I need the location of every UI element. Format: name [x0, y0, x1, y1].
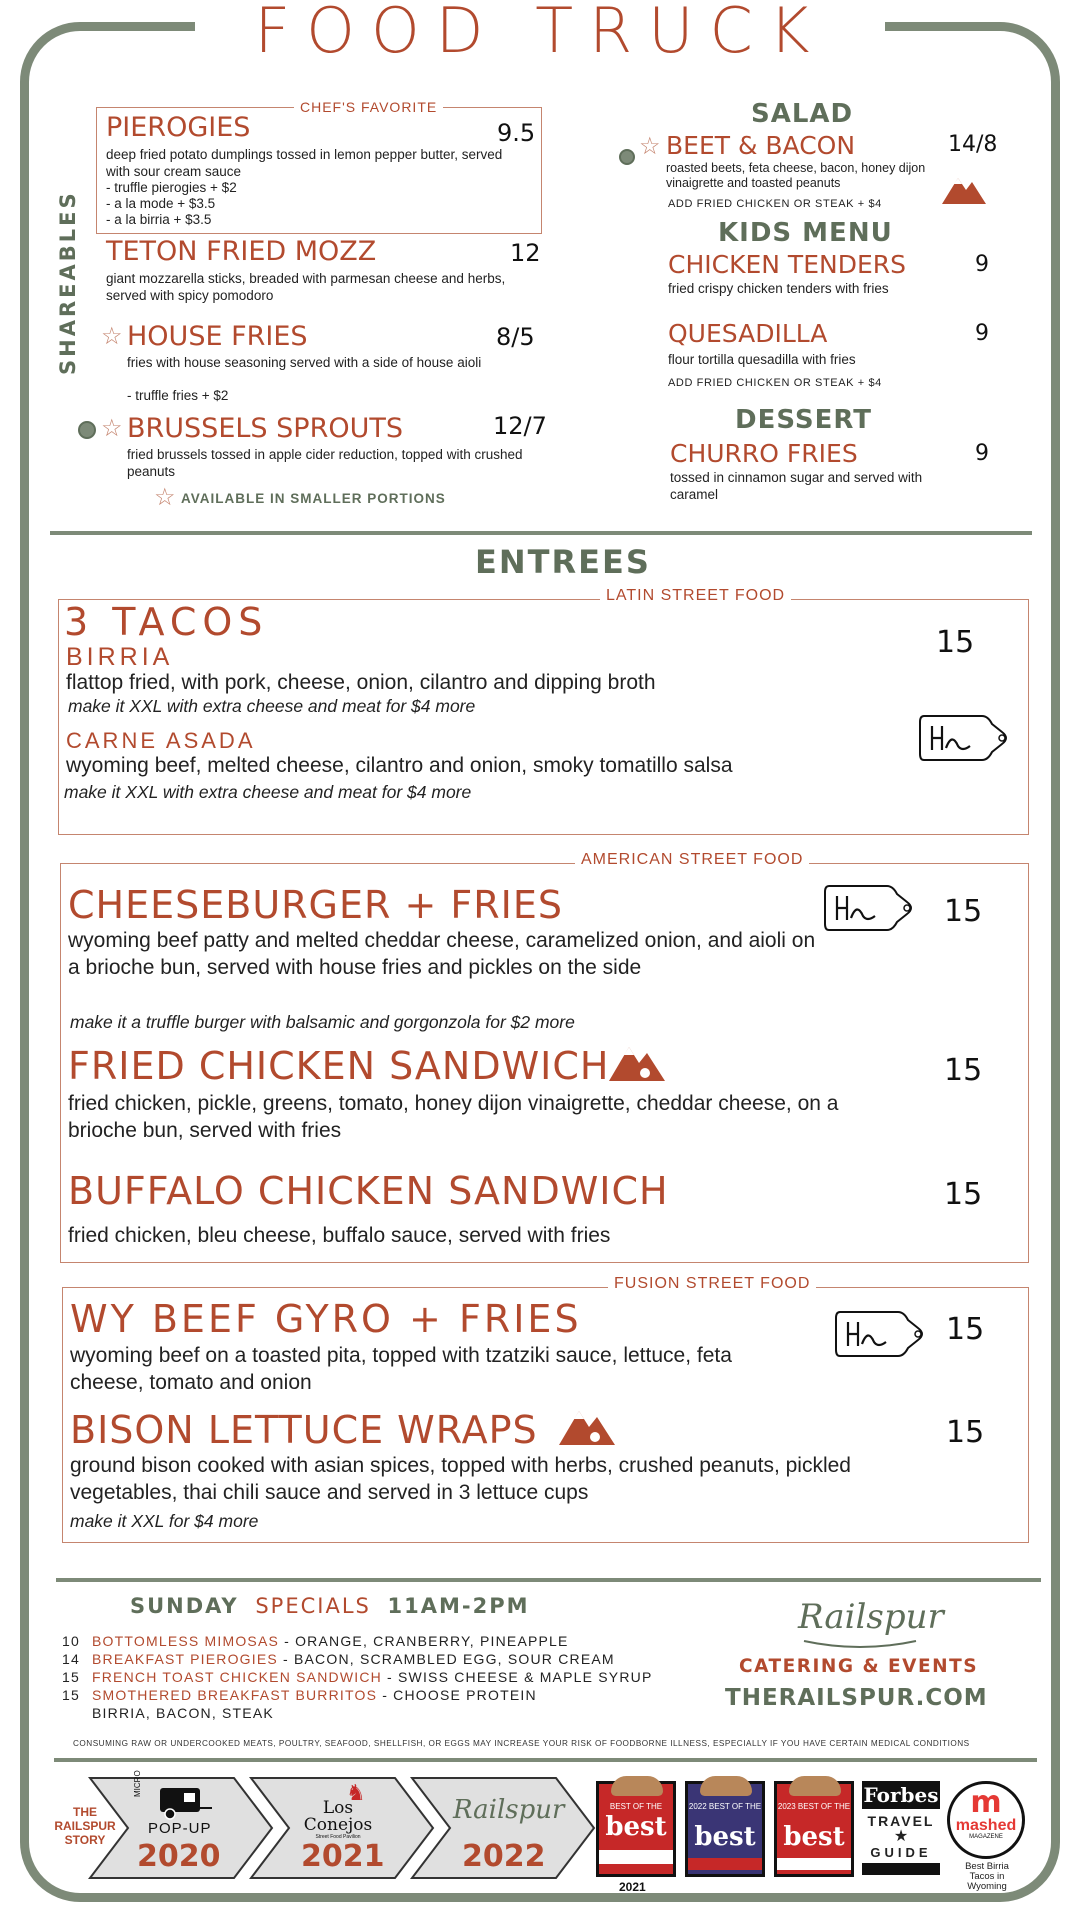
year-2021: 2021: [301, 1839, 385, 1874]
dessert-heading: DESSERT: [735, 405, 872, 435]
smaller-portions-note: AVAILABLE IN SMALLER PORTIONS: [181, 491, 446, 506]
beet-bacon-desc: roasted beets, feta cheese, bacon, honey dijon vinaigrette and toasted peanuts: [666, 161, 926, 190]
chefs-favorite-label: CHEF'S FAVORITE: [294, 99, 443, 115]
special-price: 10: [62, 1633, 80, 1649]
cowboy-hat-icon: [611, 1776, 663, 1796]
forbes-guide: GUIDE: [870, 1845, 932, 1860]
cheeseburger-desc: wyoming beef patty and melted cheddar cheese, caramelized onion, and aioli on a brioche bun, served with house fries and pickles on the side: [68, 929, 816, 979]
year-2022: 2022: [462, 1839, 546, 1874]
cowboy-hat-icon: [700, 1776, 752, 1796]
fried-chicken-price: 15: [944, 1053, 983, 1088]
churro-price: 9: [975, 441, 989, 466]
mashed-sub: MAGAZENE: [969, 1834, 1003, 1840]
american-label: AMERICAN STREET FOOD: [575, 851, 809, 869]
bison-name: BISON LETTUCE WRAPS: [70, 1408, 538, 1452]
latin-label: LATIN STREET FOOD: [600, 587, 791, 605]
sunday-word: SUNDAY: [130, 1594, 239, 1618]
special-detail-2: BIRRIA, BACON, STEAK: [92, 1705, 274, 1721]
special-detail: - SWISS CHEESE & MAPLE SYRUP: [381, 1669, 653, 1685]
special-row: [62, 1669, 652, 1685]
beet-bacon-price: 14/8: [948, 132, 998, 157]
pierogies-price: 9.5: [497, 119, 536, 147]
best-of-badge-2022: [685, 1781, 765, 1877]
railspur-small-logo: Railspur: [453, 1795, 565, 1825]
mountain-icon: [609, 1043, 665, 1083]
fried-chicken-name: FRIED CHICKEN SANDWICH: [68, 1044, 610, 1088]
food-trailer-icon: [156, 1786, 214, 1820]
bison-note: make it XXL for $4 more: [70, 1511, 259, 1531]
brussels-name: BRUSSELS SPROUTS: [127, 413, 403, 444]
special-name: FRENCH TOAST CHICKEN SANDWICH: [92, 1669, 382, 1685]
pierogies-desc: deep fried potato dumplings tossed in lemon pepper butter, served with sour cream sauce: [106, 147, 503, 179]
house-fries-extra: - truffle fries + $2: [127, 388, 229, 403]
gyro-price: 15: [946, 1312, 985, 1347]
cowboy-hat-icon: [789, 1776, 841, 1796]
salad-add-note: ADD FRIED CHICKEN OR STEAK + $4: [668, 198, 882, 210]
railspur-logo: Railspur: [798, 1597, 944, 1637]
churro-name: CHURRO FRIES: [670, 439, 858, 468]
special-price: 15: [62, 1669, 80, 1685]
popup-text: POP-UP: [148, 1820, 212, 1837]
badge-year: 2021: [619, 1880, 646, 1894]
special-row: [62, 1651, 615, 1667]
mozz-name: TETON FRIED MOZZ: [106, 236, 377, 267]
star-icon: ☆: [154, 484, 176, 511]
mashed-badge: [947, 1781, 1025, 1859]
pierogies-extra-1: - truffle pierogies + $2: [106, 180, 237, 195]
website-text: THERAILSPUR.COM: [725, 1685, 988, 1711]
quesadilla-desc: flour tortilla quesadilla with fries: [668, 352, 856, 367]
mashed-caption: Best Birria Tacos in Wyoming: [965, 1861, 1009, 1892]
pierogies-extra-3: - a la birria + $3.5: [106, 212, 212, 227]
special-name: BOTTOMLESS MIMOSAS: [92, 1633, 280, 1649]
badge-main-text: best: [783, 1822, 845, 1852]
special-price: 14: [62, 1651, 80, 1667]
mountain-icon: [942, 174, 986, 206]
forbes-travel: TRAVEL: [867, 1813, 935, 1829]
gyro-desc: wyoming beef on a toasted pita, topped with tzatziki sauce, lettuce, feta cheese, tomato and onion: [70, 1344, 732, 1394]
badge-main-text: best: [605, 1812, 667, 1842]
micro-text: MICRO: [133, 1770, 142, 1797]
special-row: [62, 1633, 569, 1649]
birria-desc: flattop fried, with pork, cheese, onion, cilantro and dipping broth: [66, 671, 656, 694]
tacos-name: 3 TACOS: [64, 600, 269, 644]
cheeseburger-name: CHEESEBURGER + FRIES: [68, 883, 563, 927]
cutting-board-icon: [823, 880, 919, 936]
sunday-hours: 11AM-2PM: [387, 1594, 530, 1618]
buffalo-price: 15: [944, 1177, 983, 1212]
mashed-name: mashed: [955, 1817, 1017, 1834]
bison-price: 15: [946, 1415, 985, 1450]
special-name: SMOTHERED BREAKFAST BURRITOS: [92, 1687, 378, 1703]
brussels-desc: fried brussels tossed in apple cider reduction, topped with crushed peanuts: [127, 447, 523, 479]
special-detail: - ORANGE, CRANBERRY, PINEAPPLE: [279, 1633, 569, 1649]
cheeseburger-note: make it a truffle burger with balsamic and gorgonzola for $2 more: [70, 1012, 575, 1032]
asada-note: make it XXL with extra cheese and meat for $4 more: [64, 782, 472, 802]
pierogies-name: PIEROGIES: [106, 112, 251, 143]
los-conejos-sub: Street Food Pavilion: [315, 1834, 361, 1840]
star-icon: ★: [893, 1828, 909, 1845]
kids-heading: KIDS MENU: [718, 218, 893, 248]
asada-desc: wyoming beef, melted cheese, cilantro and onion, smoky tomatillo salsa: [66, 754, 733, 777]
special-detail: - CHOOSE PROTEIN: [377, 1687, 537, 1703]
badge-main-text: best: [694, 1822, 756, 1852]
quesadilla-price: 9: [975, 321, 989, 346]
star-icon: ☆: [101, 323, 123, 350]
pierogies-extra-2: - a la mode + $3.5: [106, 196, 216, 211]
best-of-badge-2023: [774, 1781, 854, 1877]
entrees-heading: ENTREES: [475, 543, 651, 581]
house-fries-price: 8/5: [496, 323, 535, 351]
birria-name: BIRRIA: [66, 643, 174, 671]
quesadilla-add-note: ADD FRIED CHICKEN OR STEAK + $4: [668, 377, 882, 389]
section-divider: [56, 1578, 1041, 1582]
mashed-m: m: [970, 1785, 1002, 1820]
disclaimer-text: CONSUMING RAW OR UNDERCOOKED MEATS, POULTRY, SEAFOOD, SHELLFISH, OR EGGS MAY INCREASE YOUR RISK OF FOODBORNE ILLNESS, ESPECIALLY IF YOU HAVE CERTAIN MEDICAL CONDITIONS: [73, 1739, 970, 1748]
tenders-desc: fried crispy chicken tenders with fries: [668, 281, 889, 296]
badge-top-text: 2022 BEST OF THE: [688, 1802, 762, 1811]
house-fries-name: HOUSE FRIES: [127, 321, 308, 352]
best-of-badge-2021: [596, 1781, 676, 1877]
special-name: BREAKFAST PIEROGIES: [92, 1651, 278, 1667]
quesadilla-name: QUESADILLA: [668, 319, 828, 348]
forbes-badge: [862, 1781, 940, 1881]
tenders-name: CHICKEN TENDERS: [668, 250, 906, 279]
gyro-name: WY BEEF GYRO + FRIES: [70, 1297, 582, 1341]
shareables-side-label: SHAREABLES: [56, 190, 80, 375]
cutting-board-icon: [918, 710, 1014, 766]
beet-bacon-name: BEET & BACON: [666, 131, 856, 160]
bison-desc: ground bison cooked with asian spices, topped with herbs, crushed peanuts, pickled vegetables, thai chili sauce and served in 3 lettuce cups: [70, 1454, 851, 1504]
star-icon: ☆: [101, 415, 123, 442]
sprout-icon: [619, 149, 635, 165]
catering-text: CATERING & EVENTS: [739, 1656, 979, 1677]
salad-heading: SALAD: [751, 99, 854, 129]
special-price: 15: [62, 1687, 80, 1703]
badge-top-text: 2023 BEST OF THE: [777, 1802, 851, 1811]
mozz-price: 12: [510, 239, 541, 267]
tenders-price: 9: [975, 252, 989, 277]
specials-word: SPECIALS: [255, 1594, 371, 1618]
fusion-label: FUSION STREET FOOD: [608, 1275, 816, 1293]
logo-swoosh: [800, 1637, 920, 1651]
menu-title: FOOD TRUCK: [254, 0, 826, 67]
mozz-desc: giant mozzarella sticks, breaded with parmesan cheese and herbs, served with spicy pomodoro: [106, 271, 506, 303]
year-2020: 2020: [137, 1839, 221, 1874]
rabbit-icon: ♞: [346, 1780, 366, 1805]
sunday-heading: [130, 1594, 530, 1618]
story-label: THE RAILSPUR STORY: [54, 1805, 116, 1847]
special-detail: - BACON, SCRAMBLED EGG, SOUR CREAM: [277, 1651, 615, 1667]
buffalo-desc: fried chicken, bleu cheese, buffalo sauce, served with fries: [68, 1224, 611, 1247]
mountain-icon: [559, 1407, 615, 1447]
los-conejos-logo: Los Conejos: [303, 1798, 373, 1835]
forbes-name: Forbes: [863, 1783, 939, 1807]
tacos-price: 15: [936, 625, 975, 660]
churro-desc: tossed in cinnamon sugar and served with caramel: [670, 470, 923, 502]
sprout-icon: [78, 421, 96, 439]
special-row: [62, 1687, 537, 1703]
badge-top-text: BEST OF THE: [609, 1802, 663, 1811]
asada-name: CARNE ASADA: [66, 728, 256, 753]
brussels-price: 12/7: [493, 412, 547, 440]
cutting-board-icon: [834, 1306, 930, 1362]
house-fries-desc: fries with house seasoning served with a side of house aioli: [127, 355, 482, 370]
cheeseburger-price: 15: [944, 894, 983, 929]
star-icon: ☆: [639, 133, 661, 160]
section-divider: [54, 1758, 1037, 1762]
birria-note: make it XXL with extra cheese and meat for $4 more: [68, 696, 476, 716]
fried-chicken-desc: fried chicken, pickle, greens, tomato, honey dijon vinaigrette, cheddar cheese, on a brioche bun, served with fries: [68, 1092, 839, 1142]
section-divider: [50, 531, 1032, 535]
buffalo-name: BUFFALO CHICKEN SANDWICH: [68, 1169, 669, 1213]
